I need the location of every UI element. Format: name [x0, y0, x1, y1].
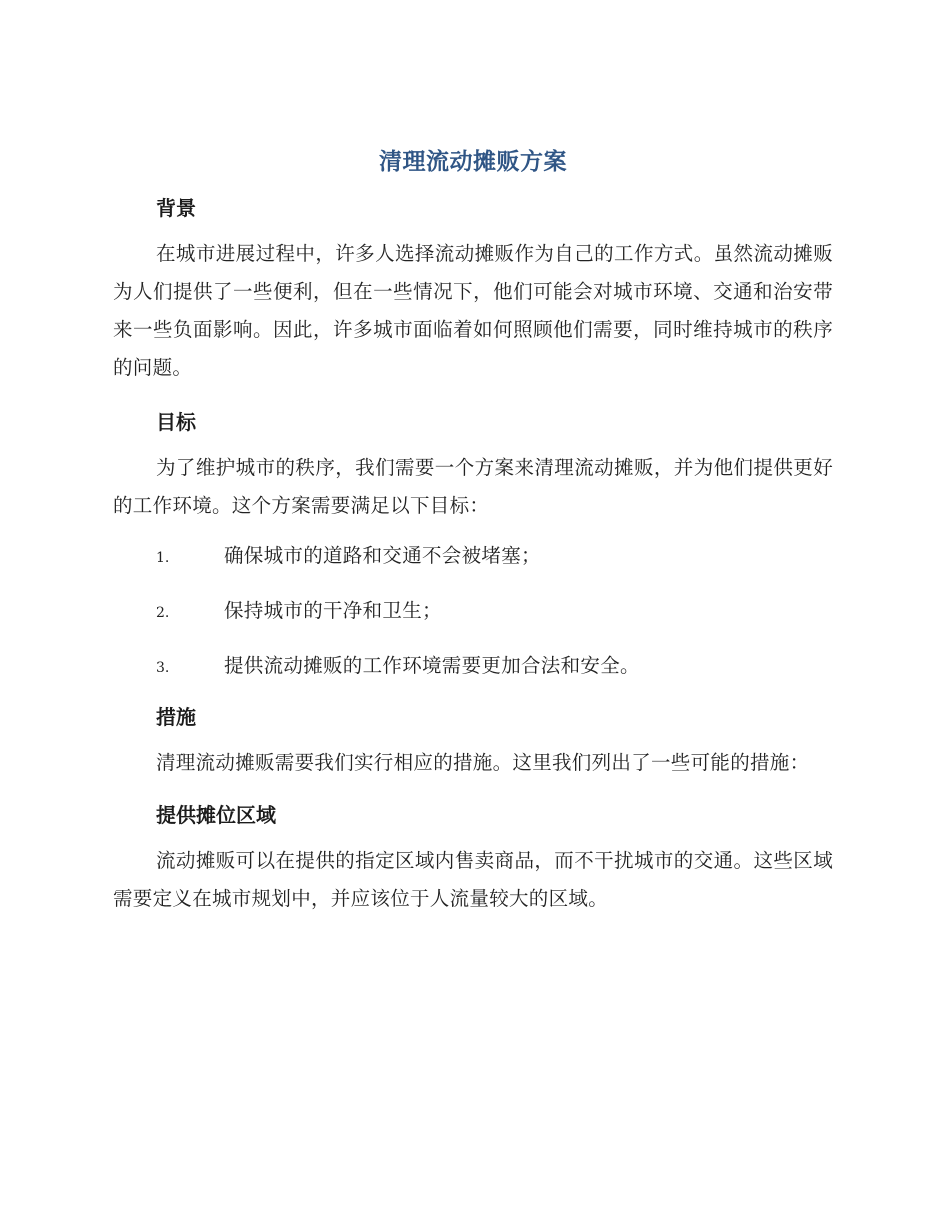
- paragraph-background: 在城市进展过程中，许多人选择流动摊贩作为自己的工作方式。虽然流动摊贩为人们提供了一些便利，但在一些情况下，他们可能会对城市环境、交通和治安带来一些负面影响。因此，许多城市面临着如何照顾他们需要，同时维持城市的秩序的问题。: [113, 242, 833, 379]
- list-item-text: 确保城市的道路和交通不会被堵塞；: [224, 544, 541, 567]
- list-item-text: 保持城市的干净和卫生；: [224, 599, 442, 622]
- paragraph-stall-area: 流动摊贩可以在提供的指定区域内售卖商品，而不干扰城市的交通。这些区域需要定义在城市规划中，并应该位于人流量较大的区域。: [113, 849, 833, 910]
- goals-list: [113, 537, 833, 685]
- paragraph-measures: 清理流动摊贩需要我们实行相应的措施。这里我们列出了一些可能的措施：: [156, 751, 810, 774]
- section-heading-background: 背景: [156, 196, 196, 220]
- list-item: [113, 592, 833, 630]
- section-heading-measures: 措施: [156, 705, 196, 729]
- section-heading-stall-area: 提供摊位区域: [156, 803, 276, 827]
- list-item: [113, 537, 833, 575]
- list-item-number: 1.: [156, 550, 170, 566]
- paragraph-goals: 为了维护城市的秩序，我们需要一个方案来清理流动摊贩，并为他们提供更好的工作环境。这个方案需要满足以下目标：: [113, 456, 833, 517]
- list-item-number: 3.: [156, 660, 170, 676]
- list-item-text: 提供流动摊贩的工作环境需要更加合法和安全。: [224, 654, 640, 677]
- list-item: [113, 647, 833, 685]
- document-page: [113, 145, 833, 918]
- section-heading-goals: 目标: [156, 410, 196, 434]
- document-title: 清理流动摊贩方案: [379, 149, 567, 175]
- list-item-number: 2.: [156, 605, 170, 621]
